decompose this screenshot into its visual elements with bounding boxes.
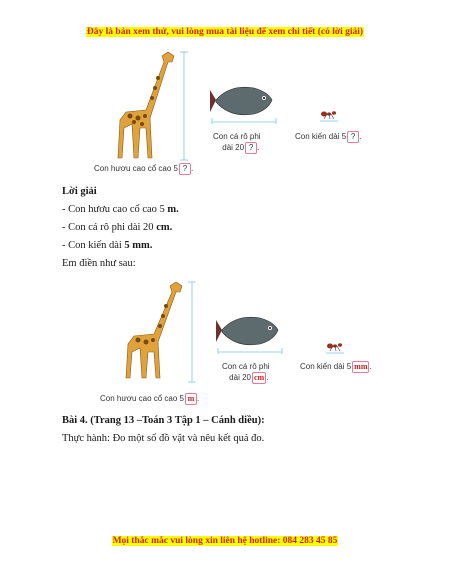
fish-answer-box: ? [245,142,257,154]
exercise-instruction: Thực hành: Đo một số đồ vật và nêu kết quả đo. [62,433,265,444]
ant-answer-box-filled: mm [354,362,368,371]
fish-caption-answer: Con cá rô phi dài 20 cm . [222,362,270,383]
giraffe-caption: Con hươu cao cổ cao 5 ? . [94,164,194,174]
preview-banner: Đây là bản xem thử, vui lòng mua tài liệu để xem chi tiết (có lời giải) [86,27,364,37]
solution-line-giraffe: - Con hươu cao cổ cao 5 m. [62,204,179,215]
solution-line-ant: - Con kiến dài 5 mm. [62,240,153,251]
ant-caption-answer: Con kiến dài 5 mm . [300,362,372,372]
tilapia-fish-image-answer [216,310,288,356]
ant-image [318,104,340,124]
hotline-footer: Mọi thắc mắc vui lòng xin liên hệ hotline: 084 283 45 85 [112,536,338,546]
exercise-title: Bài 4. (Trang 13 –Toán 3 Tập 1 – Cánh diều): [62,415,265,426]
fish-caption: Con cá rô phi dài 20 ? . [213,132,261,153]
fish-answer-box-filled: cm [253,373,265,382]
tilapia-fish-image [210,80,282,124]
giraffe-image [110,48,200,168]
giraffe-answer-box-filled: m [185,393,197,405]
ant-caption: Con kiến dài 5 ? . [295,132,362,142]
solution-heading: Lời giải [62,186,97,197]
giraffe-image-answer [118,278,208,388]
solution-line-fish: - Con cá rô phi dài 20 cm. [62,222,173,233]
ant-image-answer [324,336,346,356]
giraffe-answer-box: ? [179,163,191,175]
fill-intro: Em điền như sau: [62,258,136,269]
ant-answer-box: ? [347,131,359,143]
giraffe-caption-answer: Con hươu cao cổ cao 5 m . [100,394,200,404]
